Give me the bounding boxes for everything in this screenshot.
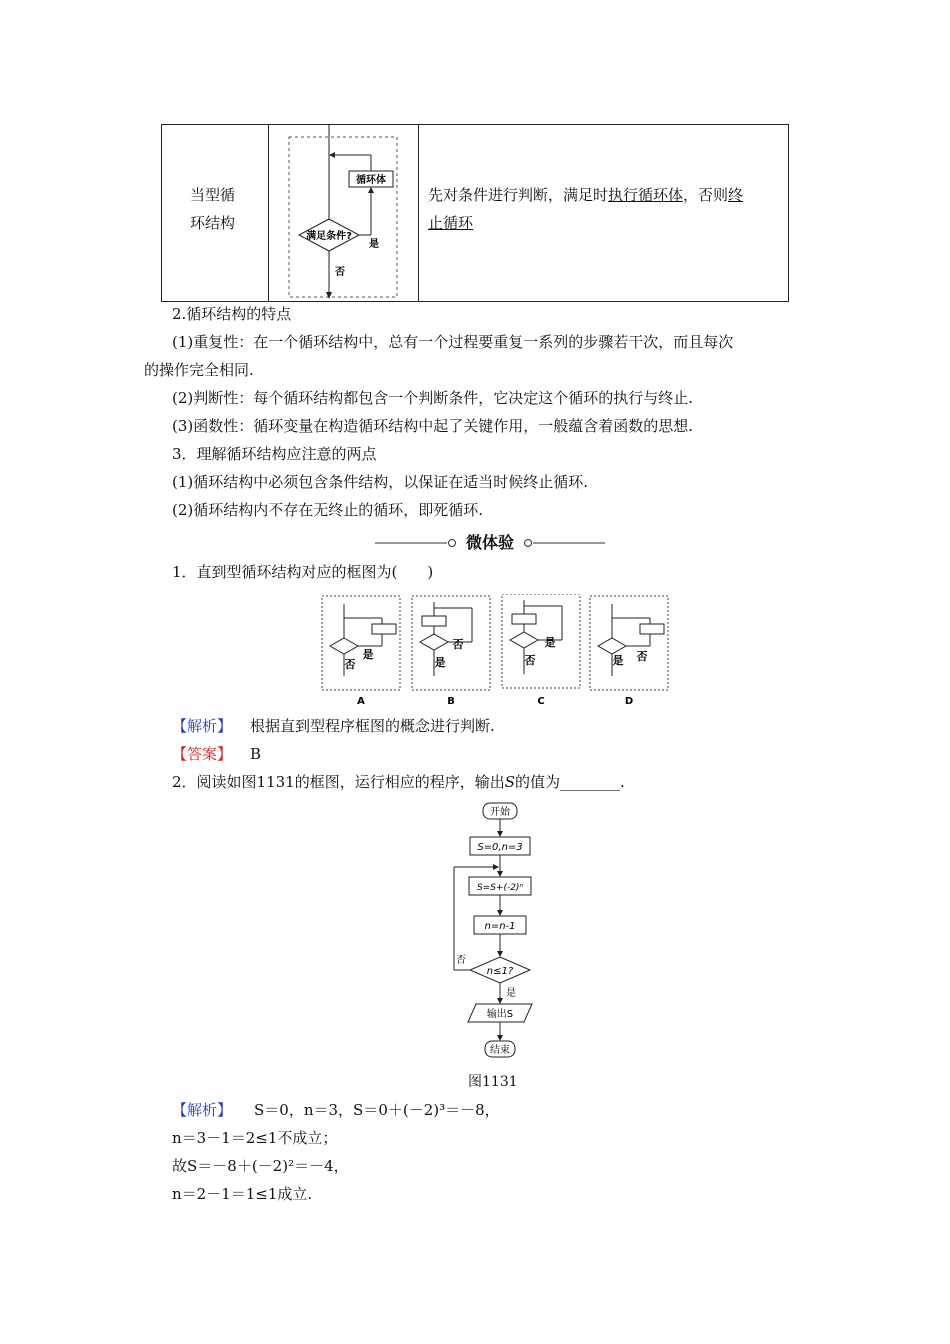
q1-answer-value: B <box>250 745 262 763</box>
option-d-box <box>640 624 664 634</box>
structure-name-line1: 当型循 <box>190 186 236 204</box>
section3-point2: (2)循环结构内不存在无终止的循环，即死循环. <box>172 501 484 519</box>
option-c-diamond <box>510 632 538 648</box>
diagram-body-label: 循环体 <box>356 175 386 186</box>
flow-update-n: n=n-1 <box>484 921 516 932</box>
banner-title: 微体验 <box>465 533 514 552</box>
flow-start: 开始 <box>490 807 510 818</box>
flow-init: S=0,n=3 <box>477 842 523 853</box>
q2-flowchart <box>440 800 570 1066</box>
option-b-no: 否 <box>452 638 464 651</box>
loop-structure-table <box>161 124 789 302</box>
q2-analysis-line2: n＝3－1＝2≤1不成立； <box>172 1129 338 1147</box>
flow-update-s: S=S+(-2)ⁿ <box>476 883 524 893</box>
option-b-diamond <box>420 634 448 650</box>
option-a-box <box>372 624 396 634</box>
structure-name-line2: 环结构 <box>190 214 236 232</box>
section3-heading: 3．理解循环结构应注意的两点 <box>172 445 377 463</box>
option-b-yes: 是 <box>434 656 446 669</box>
option-a-frame <box>322 596 400 690</box>
option-c-no: 否 <box>524 654 536 667</box>
q2-analysis-line1: 【解析】 S＝0，n＝3，S＝0＋(－2)³＝－8， <box>172 1101 500 1119</box>
structure-name-cell <box>162 125 269 301</box>
option-d-label: D <box>624 696 634 707</box>
section2-heading: 2.循环结构的特点 <box>172 305 292 323</box>
q2-stem: 2．阅读如图1131的框图，运行相应的程序，输出S的值为________. <box>172 773 625 791</box>
q2-analysis-tag: 【解析】 <box>172 1101 233 1119</box>
q2-analysis-line3: 故S＝－8＋(－2)²＝－4， <box>172 1157 349 1175</box>
section2-point3: (3)函数性：循环变量在构造循环结构中起了关键作用，一般蕴含着函数的思想. <box>172 417 694 435</box>
section2-point1: (1)重复性：在一个循环结构中，总有一个过程要重复一系列的步骤若干次，而且每次 <box>172 333 734 351</box>
structure-description-line2: 止循环 <box>428 214 474 232</box>
flow-no-label: 否 <box>456 955 466 966</box>
option-a-no: 否 <box>344 658 356 671</box>
structure-description-line1: 先对条件进行判断，满足时执行循环体，否则终 <box>428 186 744 204</box>
option-a-yes: 是 <box>362 648 374 661</box>
flow-condition: n≤1? <box>486 966 514 977</box>
q1-analysis-tag: 【解析】 <box>172 717 233 735</box>
option-d-yes: 是 <box>612 654 624 667</box>
option-c-yes: 是 <box>544 636 556 649</box>
q1-answer-tag: 【答案】 <box>172 745 233 763</box>
q1-options-figure <box>320 594 670 710</box>
option-c-box <box>512 614 536 624</box>
flow-yes-label: 是 <box>506 988 516 999</box>
option-b-label: B <box>447 696 455 707</box>
q2-figure-caption: 图1131 <box>468 1074 518 1090</box>
q1-stem: 1．直到型循环结构对应的框图为( ) <box>172 563 434 581</box>
q2-flowchart-svg <box>440 800 570 1066</box>
option-d-frame <box>590 596 668 690</box>
q1-analysis <box>172 716 495 736</box>
while-loop-diagram <box>269 125 419 303</box>
diagram-yes-label: 是 <box>369 239 379 250</box>
diagram-condition-label: 满足条件? <box>306 231 352 242</box>
option-a-diamond <box>330 638 358 654</box>
q2-analysis-line4: n＝2－1＝1≤1成立. <box>172 1185 313 1203</box>
option-b-box <box>422 616 446 626</box>
option-d-diamond <box>598 638 626 654</box>
option-d-no: 否 <box>636 650 648 663</box>
flow-end: 结束 <box>490 1045 510 1056</box>
q1-answer <box>172 744 261 764</box>
section2-point1-cont: 的操作完全相同. <box>144 361 254 379</box>
option-a-label: A <box>357 696 365 707</box>
q1-option-diagrams <box>320 594 670 710</box>
q1-analysis-text: 根据直到型程序框图的概念进行判断. <box>250 717 495 735</box>
diagram-no-label: 否 <box>335 267 345 278</box>
structure-diagram-cell <box>269 125 419 301</box>
section2-point2: (2)判断性：每个循环结构都包含一个判断条件，它决定这个循环的执行与终止. <box>172 389 694 407</box>
flow-output: 输出S <box>486 1009 514 1020</box>
section-banner <box>375 532 605 554</box>
section3-point1: (1)循环结构中必须包含条件结构，以保证在适当时候终止循环. <box>172 473 589 491</box>
option-c-label: C <box>537 696 545 707</box>
